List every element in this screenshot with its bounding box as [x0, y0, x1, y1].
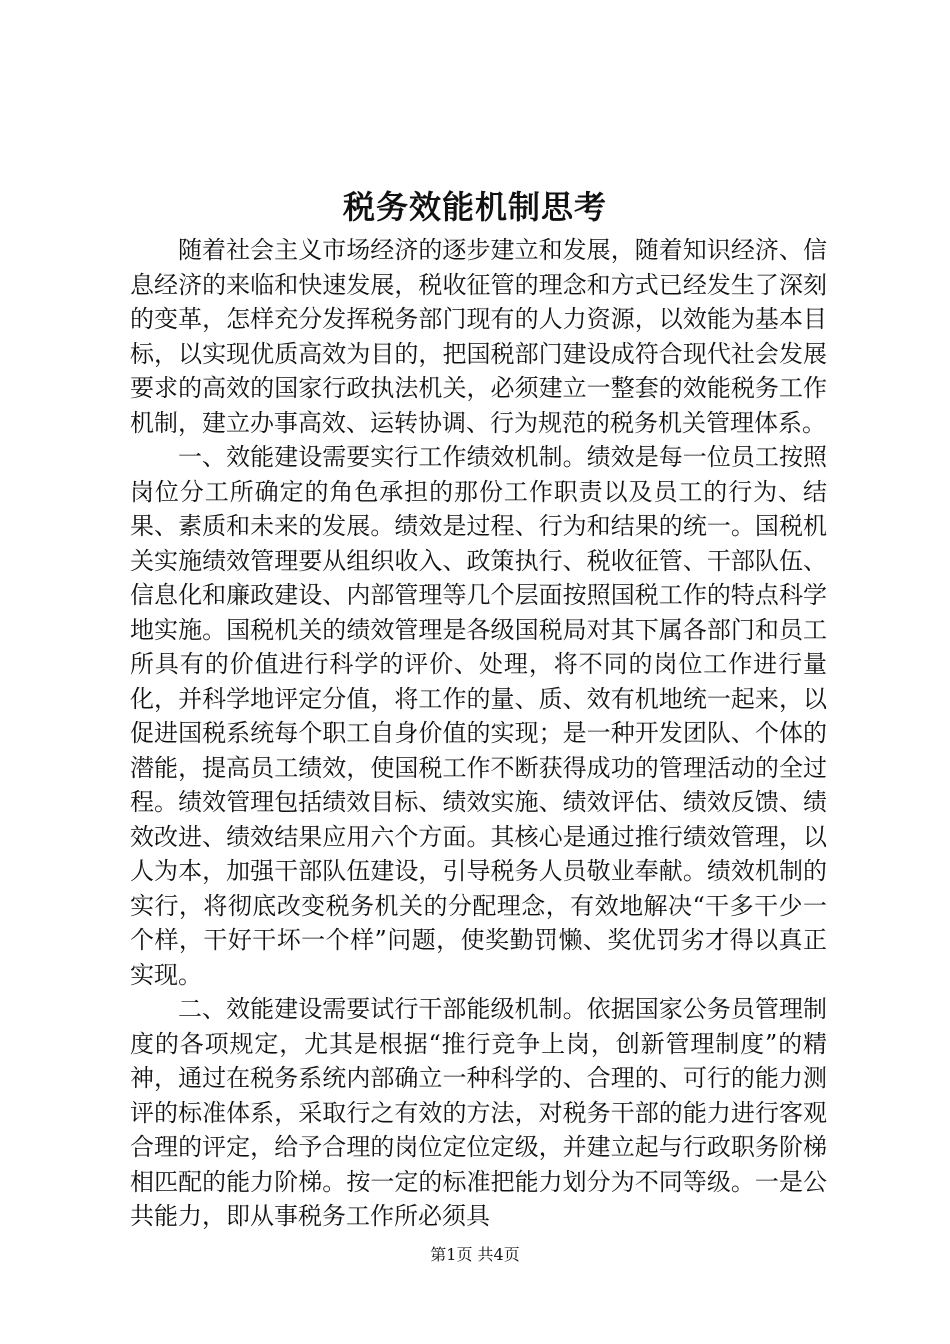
document-body [130, 233, 827, 1234]
paragraph-section-2: 二、效能建设需要试行干部能级机制。依据国家公务员管理制度的各项规定，尤其是根据“推行竞争上岗，创新管理制度”的精神，通过在税务系统内部确立一种科学的、合理的、可行的能力测评的标准体系，采取行之有效的方法，对税务干部的能力进行客观合理的评定，给予合理的岗位定位定级，并建立起与行政职务阶梯相匹配的能力阶梯。按一定的标准把能力划分为不同等级。一是公共能力，即从事税务工作所必须具 [130, 995, 827, 1230]
paragraph-section-1: 一、效能建设需要实行工作绩效机制。绩效是每一位员工按照岗位分工所确定的角色承担的那份工作职责以及员工的行为、结果、素质和未来的发展。绩效是过程、行为和结果的统一。国税机关实施绩效管理要从组织收入、政策执行、税收征管、干部队伍、信息化和廉政建设、内部管理等几个层面按照国税工作的特点科学地实施。国税机关的绩效管理是各级国税局对其下属各部门和员工所具有的价值进行科学的评价、处理，将不同的岗位工作进行量化，并科学地评定分值，将工作的量、质、效有机地统一起来，以促进国税系统每个职工自身价值的实现；是一种开发团队、个体的潜能，提高员工绩效，使国税工作不断获得成功的管理活动的全过程。绩效管理包括绩效目标、绩效实施、绩效评估、绩效反馈、绩效改进、绩效结果应用六个方面。其核心是通过推行绩效管理，以人为本，加强干部队伍建设，引导税务人员敬业奉献。绩效机制的实行，将彻底改变税务机关的分配理念，有效地解决“干多干少一个样，干好干坏一个样”问题，使奖勤罚懒、奖优罚劣才得以真正实现。 [130, 443, 827, 989]
document-title: 税务效能机制思考 [342, 188, 607, 226]
page-footer: 第1页 共4页 [430, 1245, 520, 1264]
paragraph-intro: 随着社会主义市场经济的逐步建立和发展，随着知识经济、信息经济的来临和快速发展，税收征管的理念和方式已经发生了深刻的变革，怎样充分发挥税务部门现有的人力资源，以效能为基本目标，以实现优质高效为目的，把国税部门建设成符合现代社会发展要求的高效的国家行政执法机关，必须建立一整套的效能税务工作机制，建立办事高效、运转协调、行为规范的税务机关管理体系。 [130, 236, 827, 437]
